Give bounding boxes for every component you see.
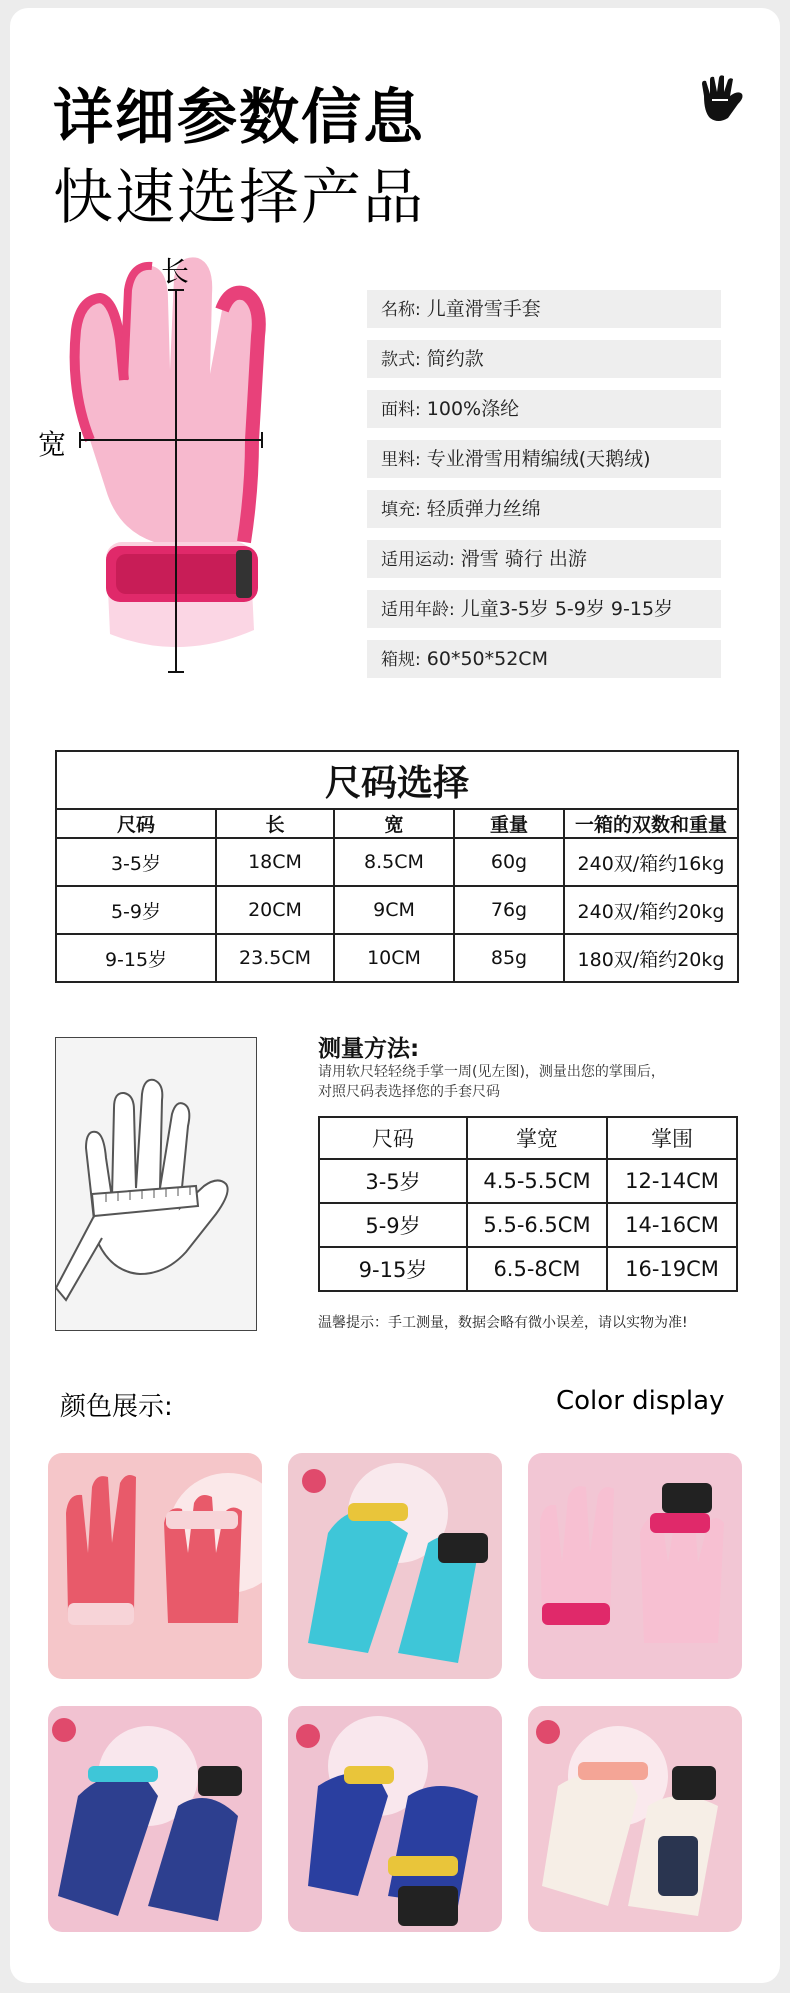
table-row: 5-9岁 20CM 9CM 76g 240双/箱约20kg [56, 886, 738, 934]
spec-row-age: 适用年龄: 儿童3-5岁 5-9岁 9-15岁 [367, 590, 721, 628]
glove-icon [698, 74, 746, 124]
glove-dimension-diagram [40, 250, 300, 690]
page-title: 详细参数信息 [53, 83, 425, 153]
color-display-title-en: Color display [556, 1386, 725, 1416]
color-swatch-white-peach[interactable] [528, 1706, 742, 1932]
color-swatch-blue-yellow[interactable] [288, 1706, 502, 1932]
color-swatch-coral[interactable] [48, 1453, 262, 1679]
spec-row-style: 款式: 简约款 [367, 340, 721, 378]
table-row: 9-15岁 23.5CM 10CM 85g 180双/箱约20kg [56, 934, 738, 982]
hand-table-header: 尺码 掌宽 掌围 [319, 1117, 737, 1159]
size-table-header: 尺码 长 宽 重量 一箱的双数和重量 [56, 809, 738, 838]
spec-row-name: 名称: 儿童滑雪手套 [367, 290, 721, 328]
hand-size-table [318, 1116, 738, 1292]
color-swatch-pink[interactable] [528, 1453, 742, 1679]
length-label: 长 [161, 255, 190, 288]
spec-row-sports: 适用运动: 滑雪 骑行 出游 [367, 540, 721, 578]
spec-row-lining: 里料: 专业滑雪用精编绒(天鹅绒) [367, 440, 721, 478]
size-table [55, 750, 739, 983]
size-table-title: 尺码选择 [56, 751, 738, 809]
measure-description: 请用软尺轻轻绕手掌一周(见左图)，测量出您的掌围后，对照尺码表选择您的手套尺码 [318, 1064, 665, 1100]
table-row: 3-5岁 4.5-5.5CM 12-14CM [319, 1159, 737, 1203]
table-row: 3-5岁 18CM 8.5CM 60g 240双/箱约16kg [56, 838, 738, 886]
spec-row-filling: 填充: 轻质弹力丝绵 [367, 490, 721, 528]
color-swatch-navy-cyan[interactable] [48, 1706, 262, 1932]
page-subtitle: 快速选择产品 [53, 163, 425, 233]
table-row: 9-15岁 6.5-8CM 16-19CM [319, 1247, 737, 1291]
color-display-title: 颜色展示: [60, 1392, 173, 1422]
spec-row-fabric: 面料: 100%涤纶 [367, 390, 721, 428]
hand-measure-illustration [55, 1037, 257, 1331]
measure-tip: 温馨提示：手工测量，数据会略有微小误差，请以实物为准! [318, 1315, 688, 1331]
width-label: 宽 [38, 428, 67, 461]
measure-title: 测量方法: [318, 1036, 420, 1062]
color-swatch-cyan[interactable] [288, 1453, 502, 1679]
table-row: 5-9岁 5.5-6.5CM 14-16CM [319, 1203, 737, 1247]
spec-row-carton: 箱规: 60*50*52CM [367, 640, 721, 678]
